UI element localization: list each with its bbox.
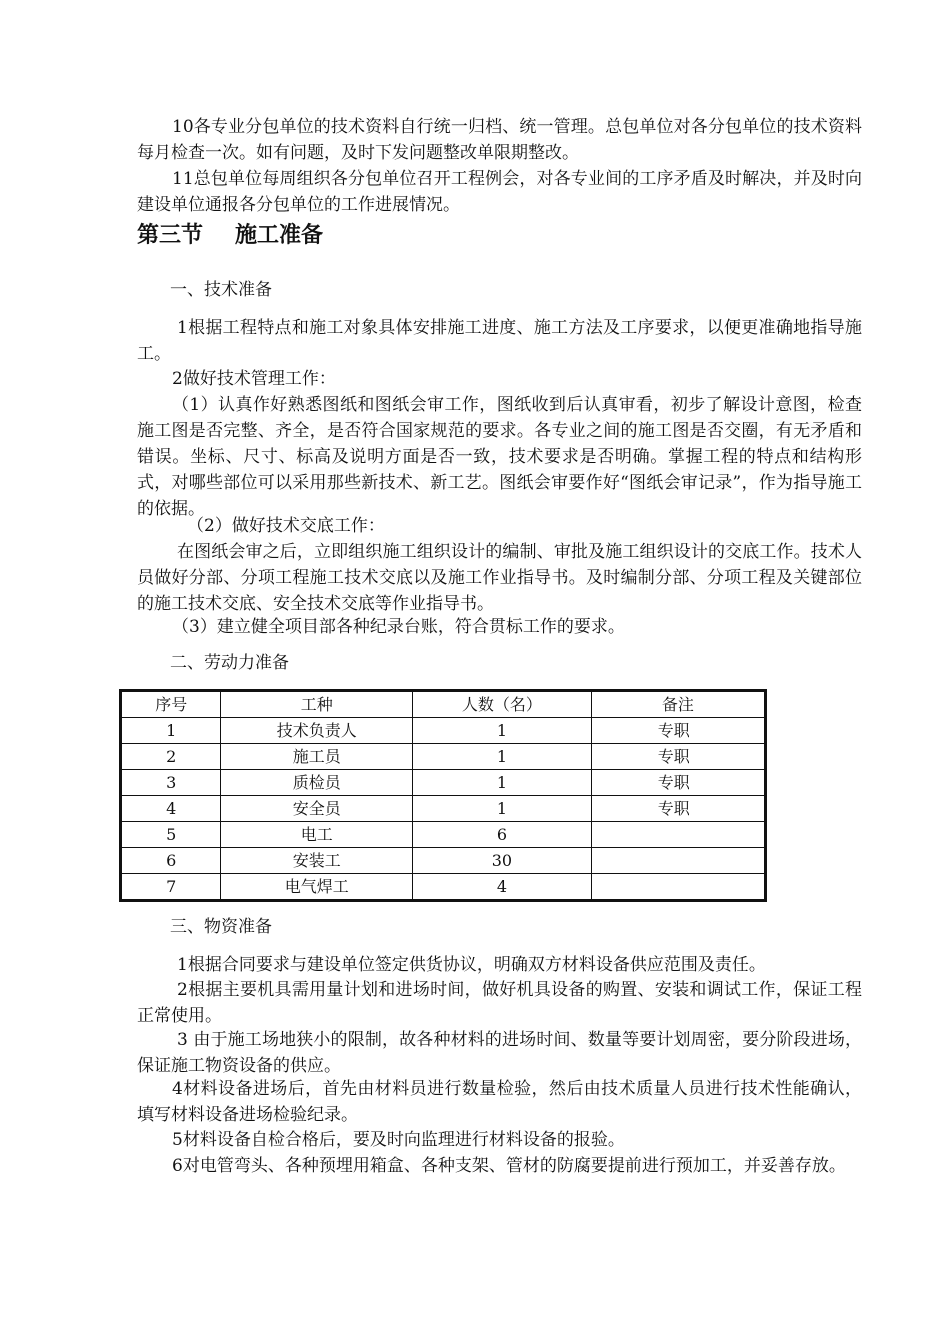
section-number: 第三节 xyxy=(137,222,204,248)
column-header: 序号 xyxy=(121,691,221,718)
table-cell: 3 xyxy=(121,770,221,796)
table-cell: 6 xyxy=(121,848,221,874)
table-cell xyxy=(591,874,765,901)
table-row xyxy=(121,848,766,874)
section-title: 施工准备 xyxy=(235,222,324,248)
tech-paragraph-1: 1根据工程特点和施工对象具体安排施工进度、施工方法及工序要求，以便更准确地指导施工。 xyxy=(137,318,862,364)
section-heading xyxy=(137,220,323,250)
column-header: 工种 xyxy=(221,691,413,718)
labor-prep-heading: 二、劳动力准备 xyxy=(170,653,289,673)
table-cell: 5 xyxy=(121,822,221,848)
material-paragraph-3: 3 由于施工场地狭小的限制，故各种材料的进场时间、数量等要计划周密，要分阶段进场，保证施工物资设备的供应。 xyxy=(137,1030,862,1076)
tech-paragraph-2-2: （2）做好技术交底工作： xyxy=(187,516,385,536)
table-cell: 施工员 xyxy=(221,744,413,770)
material-prep-heading: 三、物资准备 xyxy=(170,917,272,937)
table-cell: 1 xyxy=(413,796,592,822)
labor-table xyxy=(119,689,767,902)
tech-paragraph-2: 2做好技术管理工作： xyxy=(172,369,336,389)
table-cell: 4 xyxy=(121,796,221,822)
table-cell: 专职 xyxy=(591,718,765,744)
table-cell: 安装工 xyxy=(221,848,413,874)
material-paragraph-2: 2根据主要机具需用量计划和进场时间，做好机具设备的购置、安装和调试工作，保证工程正常使用。 xyxy=(137,980,862,1026)
table-cell: 电气焊工 xyxy=(221,874,413,901)
table-cell: 1 xyxy=(413,744,592,770)
material-paragraph-6: 6对电管弯头、各种预埋用箱盒、各种支架、管材的防腐要提前进行预加工，并妥善存放。 xyxy=(172,1156,846,1176)
table-row xyxy=(121,718,766,744)
table-cell: 专职 xyxy=(591,744,765,770)
table-cell: 2 xyxy=(121,744,221,770)
tech-paragraph-2-2-body: 在图纸会审之后，立即组织施工组织设计的编制、审批及施工组织设计的交底工作。技术人员做好分部、分项工程施工技术交底以及施工作业指导书。及时编制分部、分项工程及关键部位的施工技术交底、安全技术交底等作业指导书。 xyxy=(137,542,862,614)
table-cell: 技术负责人 xyxy=(221,718,413,744)
table-cell: 1 xyxy=(413,770,592,796)
paragraph-intro-10: 10各专业分包单位的技术资料自行统一归档、统一管理。总包单位对各分包单位的技术资料每月检查一次。如有问题，及时下发问题整改单限期整改。 xyxy=(137,117,862,163)
tech-paragraph-2-3: （3）建立健全项目部各种纪录台账，符合贯标工作的要求。 xyxy=(172,617,625,637)
table-cell: 专职 xyxy=(591,796,765,822)
material-paragraph-1: 1根据合同要求与建设单位签定供货协议，明确双方材料设备供应范围及责任。 xyxy=(177,955,766,975)
table-cell: 质检员 xyxy=(221,770,413,796)
table-cell: 6 xyxy=(413,822,592,848)
table-cell xyxy=(591,822,765,848)
table-cell: 电工 xyxy=(221,822,413,848)
column-header: 备注 xyxy=(591,691,765,718)
material-paragraph-5: 5材料设备自检合格后，要及时向监理进行材料设备的报验。 xyxy=(172,1130,625,1150)
table-cell: 30 xyxy=(413,848,592,874)
paragraph-intro-11: 11总包单位每周组织各分包单位召开工程例会，对各专业间的工序矛盾及时解决，并及时向建设单位通报各分包单位的工作进展情况。 xyxy=(137,169,862,215)
table-row xyxy=(121,770,766,796)
table-cell: 4 xyxy=(413,874,592,901)
table-cell: 1 xyxy=(121,718,221,744)
column-header: 人数（名） xyxy=(413,691,592,718)
table-row xyxy=(121,796,766,822)
table-row xyxy=(121,874,766,901)
table-row xyxy=(121,822,766,848)
tech-prep-heading: 一、技术准备 xyxy=(170,280,272,300)
tech-paragraph-2-1: （1）认真作好熟悉图纸和图纸会审工作，图纸收到后认真审看，初步了解设计意图，检查施工图是否完整、齐全，是否符合国家规范的要求。各专业之间的施工图是否交圈，有无矛盾和错误。坐标、尺寸、标高及说明方面是否一致，技术要求是否明确。掌握工程的特点和结构形式，对哪些部位可以采用那些新技术、新工艺。图纸会审要作好“图纸会审记录”，作为指导施工的依据。 xyxy=(137,395,862,519)
table-cell: 安全员 xyxy=(221,796,413,822)
table-cell: 专职 xyxy=(591,770,765,796)
table-header-row xyxy=(121,691,766,718)
table-cell: 1 xyxy=(413,718,592,744)
table-row xyxy=(121,744,766,770)
material-paragraph-4: 4材料设备进场后，首先由材料员进行数量检验，然后由技术质量人员进行技术性能确认，填写材料设备进场检验纪录。 xyxy=(137,1079,862,1125)
table-cell xyxy=(591,848,765,874)
table-cell: 7 xyxy=(121,874,221,901)
